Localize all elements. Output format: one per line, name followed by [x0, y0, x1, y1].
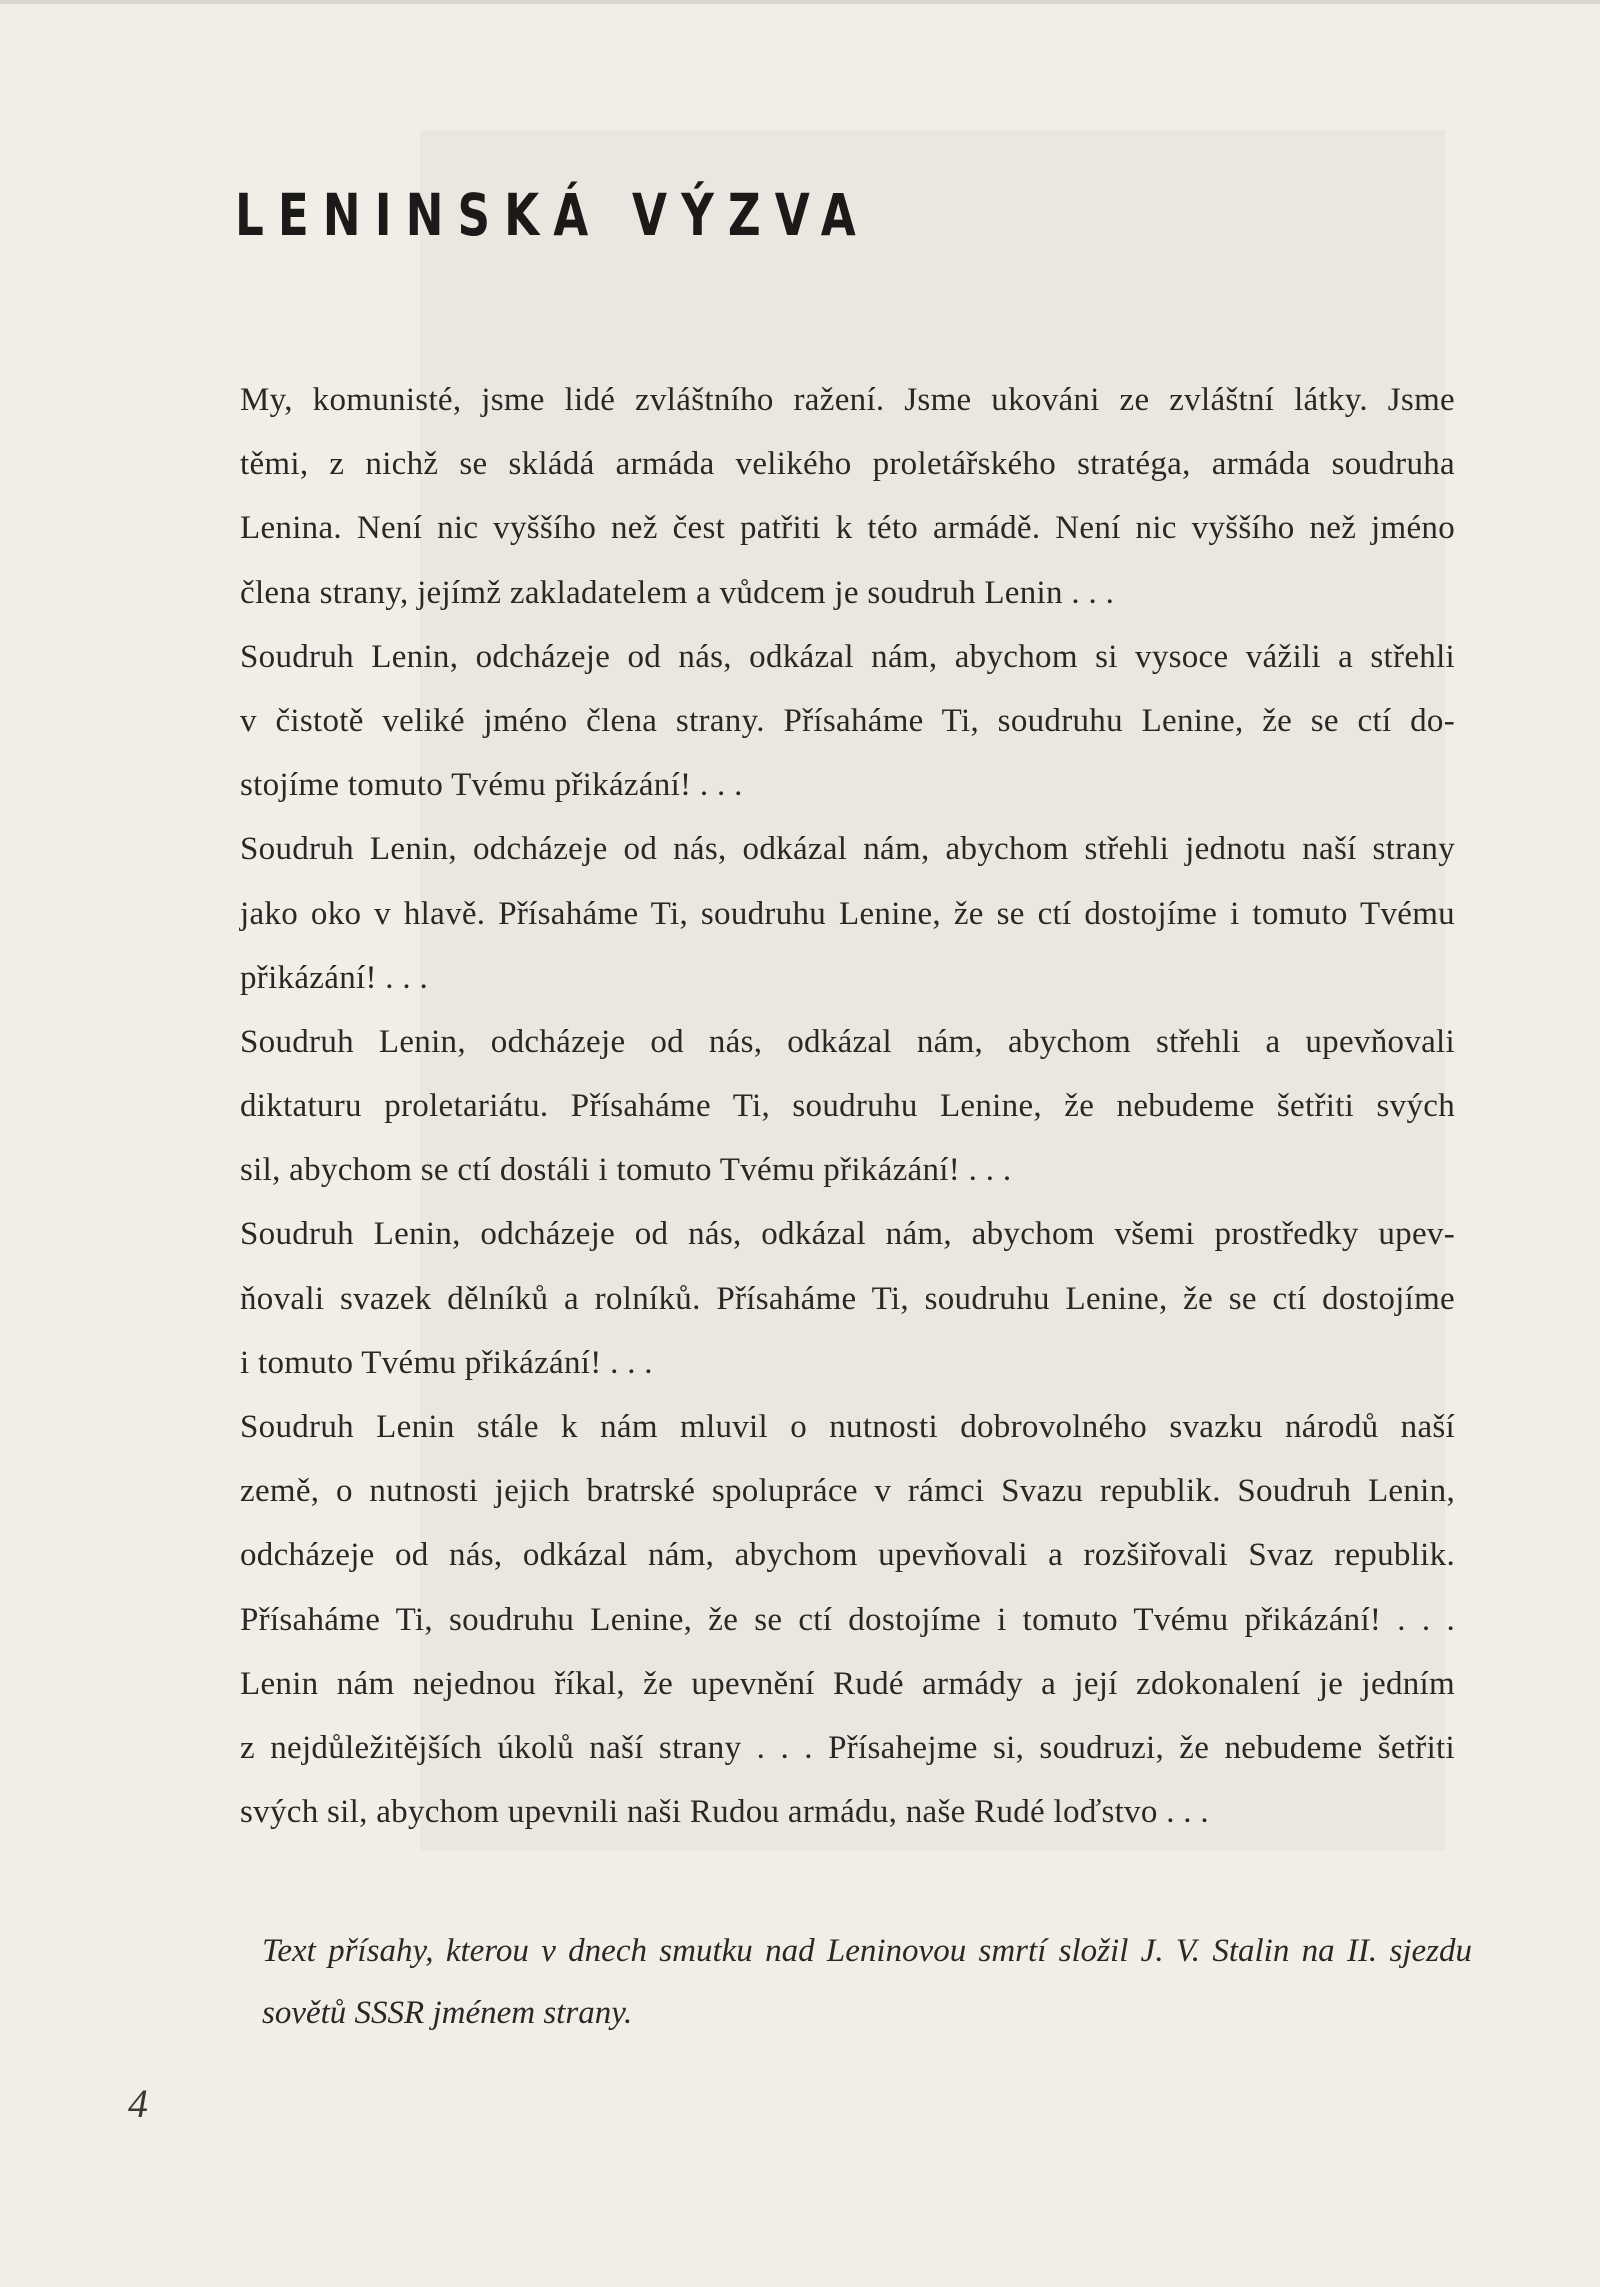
- text-line: svých sil, abychom upevnili naši Rudou armádu, naše Rudé loďstvo . . .: [240, 1794, 1209, 1831]
- text-line: odcházeje od nás, odkázal nám, abychom upevňovali a rozšiřovali Svaz republik.: [240, 1537, 1455, 1574]
- text-line: jako oko v hlavě. Přísaháme Ti, soudruhu Lenine, že se ctí dostojíme i tomuto Tvému: [240, 895, 1455, 932]
- caption-line: Text přísahy, kterou v dnech smutku nad Leninovou smrtí složil J. V. Stalin na II. sjezdu: [262, 1933, 1472, 1969]
- text-line: přikázání! . . .: [240, 959, 429, 996]
- text-line: Soudruh Lenin, odcházeje od nás, odkázal nám, abychom střehli a upevňovali: [240, 1023, 1455, 1060]
- text-line: Lenina. Není nic vyššího než čest patřiti k této armádě. Není nic vyššího než jméno: [240, 510, 1455, 547]
- text-line: z nejdůležitějších úkolů naší strany . . . Přísahejme si, soudruzi, že nebudeme šetřiti: [240, 1729, 1455, 1766]
- text-line: Lenin nám nejednou říkal, že upevnění Rudé armády a její zdokonalení je jedním: [240, 1665, 1455, 1702]
- text-line: země, o nutnosti jejich bratrské spolupráce v rámci Svazu republik. Soudruh Lenin,: [240, 1473, 1455, 1510]
- text-line: Přísaháme Ti, soudruhu Lenine, že se ctí dostojíme i tomuto Tvému přikázání! . . .: [240, 1601, 1455, 1638]
- source-caption: [262, 1920, 1472, 2044]
- text-line: My, komunisté, jsme lidé zvláštního ražení. Jsme ukováni ze zvláštní látky. Jsme: [240, 382, 1455, 418]
- page-top-edge: [0, 0, 1600, 4]
- caption-line: sovětů SSSR jménem strany.: [262, 1995, 633, 2031]
- text-line: diktaturu proletariátu. Přísaháme Ti, soudruhu Lenine, že nebudeme šetřiti svých: [240, 1088, 1455, 1125]
- page-title: LENINSKÁ VÝZVA: [235, 180, 870, 249]
- text-line: Soudruh Lenin stále k nám mluvil o nutnosti dobrovolného svazku národů naší: [240, 1409, 1455, 1445]
- text-line: i tomuto Tvému přikázání! . . .: [240, 1344, 653, 1381]
- oath-text: [240, 368, 1455, 1844]
- text-line: ňovali svazek dělníků a rolníků. Přísaháme Ti, soudruhu Lenine, že se ctí dostojíme: [240, 1280, 1455, 1317]
- text-line: Soudruh Lenin, odcházeje od nás, odkázal nám, abychom si vysoce vážili a střehli: [240, 638, 1455, 675]
- text-line: těmi, z nichž se skládá armáda velikého proletářského stratéga, armáda soudruha: [240, 446, 1455, 483]
- text-line: Soudruh Lenin, odcházeje od nás, odkázal nám, abychom všemi prostředky upev-: [240, 1216, 1455, 1253]
- page-number: 4: [128, 2081, 148, 2126]
- text-line: stojíme tomuto Tvému přikázání! . . .: [240, 767, 743, 804]
- text-line: Soudruh Lenin, odcházeje od nás, odkázal nám, abychom střehli jednotu naší strany: [240, 831, 1455, 868]
- text-line: v čistotě veliké jméno člena strany. Přísaháme Ti, soudruhu Lenine, že se ctí do-: [240, 702, 1455, 739]
- text-line: sil, abychom se ctí dostáli i tomuto Tvému přikázání! . . .: [240, 1152, 1012, 1189]
- text-line: člena strany, jejímž zakladatelem a vůdcem je soudruh Lenin . . .: [240, 574, 1115, 611]
